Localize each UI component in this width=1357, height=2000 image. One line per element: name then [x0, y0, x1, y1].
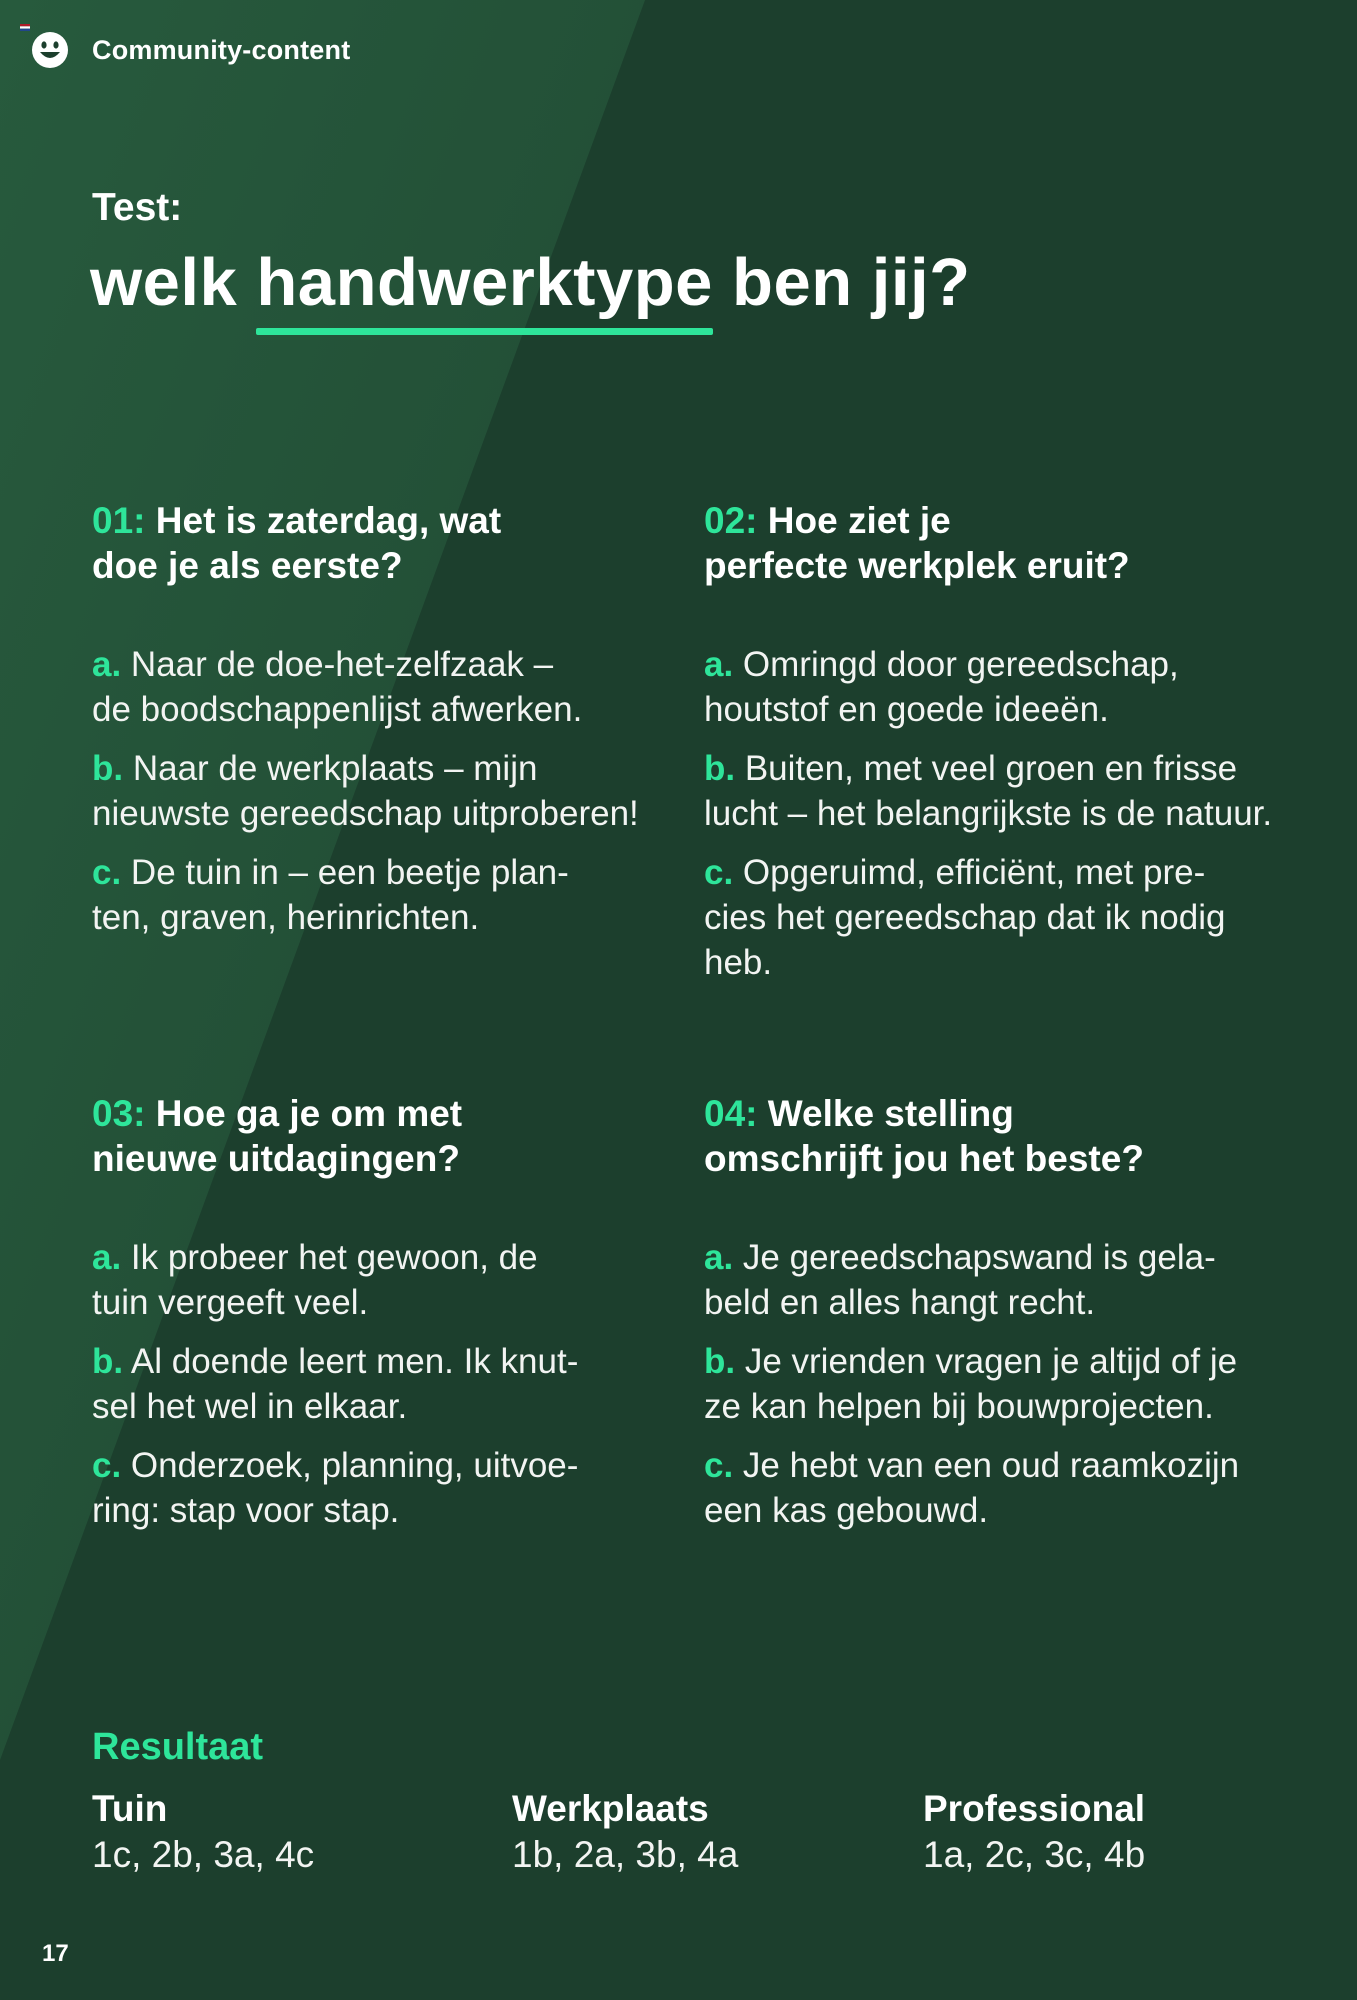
option-text-line1: Buiten, met veel groen en frisse [735, 749, 1238, 788]
option-letter: b. [92, 749, 124, 788]
result-tuin [92, 1786, 314, 1878]
result-type-answers: 1a, 2c, 3c, 4b [923, 1834, 1146, 1875]
option-letter: b. [704, 749, 736, 788]
option-text-line2: nieuwste gereedschap uitproberen! [92, 794, 639, 833]
option-text-line1: Al doende leert men. Ik knut- [123, 1342, 579, 1381]
option-letter: a. [92, 645, 122, 684]
option-text-line2: ze kan helpen bij bouwprojecten. [704, 1387, 1214, 1426]
option-letter: a. [704, 645, 734, 684]
question-heading [704, 498, 1324, 588]
option-a [92, 1235, 682, 1325]
result-title: Resultaat [92, 1726, 264, 1768]
option-letter: c. [92, 853, 122, 892]
option-b [92, 1339, 682, 1429]
result-type-name: Professional [923, 1788, 1146, 1829]
question-title-line1: Welke stelling [767, 1093, 1014, 1134]
header [30, 30, 350, 70]
option-a [92, 642, 682, 732]
option-text-line1: Je hebt van een oud raamkozijn [733, 1446, 1240, 1485]
option-text-line2: de boodschappenlijst afwerken. [92, 690, 583, 729]
option-text-line1: Naar de doe-het-zelfzaak – [121, 645, 554, 684]
option-text-line1: Je vrienden vragen je altijd of je [735, 1342, 1238, 1381]
option-text-line2: sel het wel in elkaar. [92, 1387, 408, 1426]
option-letter: a. [704, 1238, 734, 1277]
option-letter: c. [92, 1446, 122, 1485]
option-c [92, 850, 682, 940]
result-type-answers: 1b, 2a, 3b, 4a [512, 1834, 739, 1875]
result-professional [923, 1786, 1145, 1878]
question-4 [704, 1091, 1324, 1547]
option-letter: b. [92, 1342, 124, 1381]
question-title-line2: omschrijft jou het beste? [704, 1138, 1144, 1179]
title-highlight: handwerktype [256, 245, 713, 320]
option-a [704, 642, 1324, 732]
result-type-name: Tuin [92, 1788, 168, 1829]
option-text-line1: Onderzoek, planning, uitvoe- [121, 1446, 579, 1485]
option-text-line3: heb. [704, 943, 773, 982]
option-text-line2: houtstof en goede ideeën. [704, 690, 1109, 729]
option-letter: b. [704, 1342, 736, 1381]
option-c [704, 1443, 1324, 1533]
question-heading [92, 498, 682, 588]
option-a [704, 1235, 1324, 1325]
page-title [90, 244, 971, 321]
option-letter: c. [704, 1446, 734, 1485]
question-3 [92, 1091, 682, 1547]
option-text-line2: tuin vergeeft veel. [92, 1283, 369, 1322]
question-title-line2: doe je als eerste? [92, 545, 403, 586]
option-text-line2: cies het gereedschap dat ik nodig [704, 898, 1226, 937]
smiley-icon [30, 30, 70, 70]
question-title-line1: Hoe ziet je [767, 500, 951, 541]
option-text-line1: Naar de werkplaats – mijn [123, 749, 538, 788]
option-letter: c. [704, 853, 734, 892]
option-text-line2: ten, graven, herinrichten. [92, 898, 480, 937]
question-heading [704, 1091, 1324, 1181]
result-type-name: Werkplaats [512, 1788, 709, 1829]
option-text-line2: beld en alles hangt recht. [704, 1283, 1096, 1322]
option-text-line1: Omringd door gereedschap, [733, 645, 1179, 684]
title-after: ben jij? [712, 245, 971, 320]
option-text-line1: Opgeruimd, efficiënt, met pre- [733, 853, 1206, 892]
flag-icon [20, 18, 30, 25]
question-1 [92, 498, 682, 954]
test-label: Test: [92, 186, 183, 229]
result-type-answers: 1c, 2b, 3a, 4c [92, 1834, 315, 1875]
question-heading [92, 1091, 682, 1181]
option-c [92, 1443, 682, 1533]
question-number: 03: [92, 1093, 146, 1134]
question-number: 01: [92, 500, 146, 541]
result-werkplaats [512, 1786, 738, 1878]
option-text-line1: Ik probeer het gewoon, de [121, 1238, 538, 1277]
option-b [704, 746, 1324, 836]
option-text-line2: ring: stap voor stap. [92, 1491, 400, 1530]
question-title-line2: perfecte werkplek eruit? [704, 545, 1130, 586]
option-text-line2: lucht – het belangrijkste is de natuur. [704, 794, 1273, 833]
option-b [704, 1339, 1324, 1429]
question-title-line1: Hoe ga je om met [155, 1093, 463, 1134]
option-b [92, 746, 682, 836]
option-c [704, 850, 1324, 985]
question-2 [704, 498, 1324, 999]
option-text-line1: Je gereedschapswand is gela- [733, 1238, 1216, 1277]
section-title: Community-content [92, 34, 351, 65]
question-title-line1: Het is zaterdag, wat [155, 500, 502, 541]
question-title-line2: nieuwe uitdagingen? [92, 1138, 460, 1179]
page-number: 17 [42, 1940, 69, 1967]
question-number: 04: [704, 1093, 758, 1134]
question-number: 02: [704, 500, 758, 541]
option-letter: a. [92, 1238, 122, 1277]
title-before: welk [90, 245, 257, 320]
option-text-line1: De tuin in – een beetje plan- [121, 853, 569, 892]
option-text-line2: een kas gebouwd. [704, 1491, 989, 1530]
